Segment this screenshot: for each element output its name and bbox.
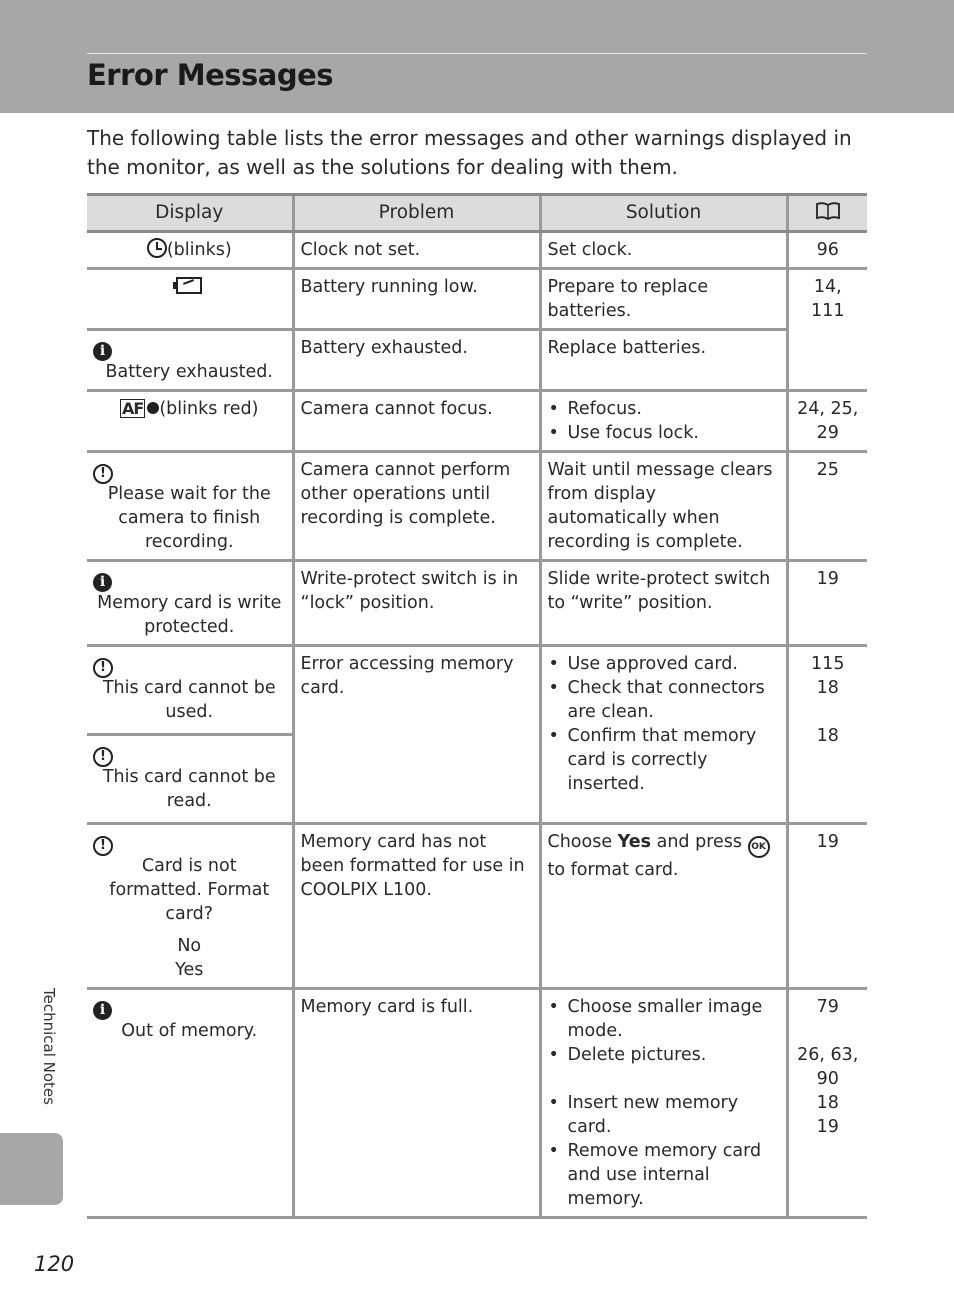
- warning-icon: !: [93, 464, 113, 484]
- table-row: [87, 330, 867, 391]
- table-row: [87, 561, 867, 646]
- display-cell: [87, 232, 293, 269]
- solution-cell: [540, 646, 787, 824]
- page-title: Error Messages: [87, 58, 334, 92]
- table-header-row: [87, 195, 867, 232]
- display-text: This card cannot be used.: [102, 678, 276, 722]
- header-problem: Problem: [293, 195, 540, 232]
- display-cell: [87, 989, 293, 1218]
- display-cell: [87, 561, 293, 646]
- warning-icon: !: [93, 658, 113, 678]
- display-text: Out of memory.: [121, 1021, 258, 1041]
- display-text: Battery exhausted.: [105, 362, 273, 382]
- display-text: Please wait for the camera to finish recording.: [107, 484, 271, 552]
- problem-cell: Camera cannot focus.: [293, 391, 540, 452]
- title-banner: [0, 0, 954, 113]
- info-icon: i: [93, 573, 112, 592]
- ok-button-icon: OK: [748, 836, 770, 858]
- list-item: • Choose smaller image mode.: [548, 995, 780, 1043]
- reference-cell: 19: [787, 824, 867, 989]
- battery-low-icon: [176, 277, 202, 294]
- page-number: 120: [34, 1252, 75, 1276]
- warning-icon: !: [93, 836, 113, 856]
- list-item: • Check that connectors are clean.: [548, 676, 780, 724]
- solution-cell: [540, 391, 787, 452]
- banner-rule: [87, 53, 867, 54]
- problem-cell: Memory card has not been formatted for use in COOLPIX L100.: [293, 824, 540, 989]
- display-cell: [87, 391, 293, 452]
- section-side-label: Technical Notes: [40, 988, 58, 1105]
- book-icon: [815, 201, 841, 221]
- problem-cell: Camera cannot perform other operations until recording is complete.: [293, 452, 540, 561]
- reference-cell: 19: [787, 561, 867, 646]
- header-reference: [787, 195, 867, 232]
- display-text: Card is not formatted. Format card?: [109, 856, 270, 924]
- list-item: • Use approved card.: [548, 652, 780, 676]
- option-no: No: [177, 936, 202, 956]
- yes-label: Yes: [617, 832, 652, 852]
- list-item: • Remove memory card and use internal memory.: [548, 1139, 780, 1211]
- list-item: • Refocus.: [548, 397, 780, 421]
- section-tab: [0, 1133, 63, 1205]
- clock-icon: [147, 238, 167, 258]
- solution-cell: Prepare to replace batteries.: [540, 269, 787, 330]
- table-row: [87, 452, 867, 561]
- solution-cell: Choose Yes and press OK to format card.: [540, 824, 787, 989]
- solution-cell: Slide write-protect switch to “write” position.: [540, 561, 787, 646]
- reference-cell: 25: [787, 452, 867, 561]
- solution-cell: Wait until message clears from display automatically when recording is complete.: [540, 452, 787, 561]
- table-row: [87, 989, 867, 1218]
- display-text: Memory card is write protected.: [97, 593, 282, 637]
- display-text: (blinks red): [159, 399, 259, 419]
- problem-cell: Error accessing memory card.: [293, 646, 540, 824]
- table-row: [87, 232, 867, 269]
- solution-cell: Set clock.: [540, 232, 787, 269]
- table-row: [87, 391, 867, 452]
- error-messages-table: [87, 193, 867, 1219]
- header-solution: Solution: [540, 195, 787, 232]
- problem-cell: Battery running low.: [293, 269, 540, 330]
- info-icon: i: [93, 1001, 112, 1020]
- af-icon: AF: [122, 399, 144, 418]
- display-text: This card cannot be read.: [102, 767, 276, 811]
- table-row: [87, 269, 867, 330]
- display-cell: [87, 330, 293, 391]
- problem-cell: Write-protect switch is in “lock” position.: [293, 561, 540, 646]
- solution-cell: Replace batteries.: [540, 330, 787, 391]
- option-yes: Yes: [175, 960, 204, 980]
- display-cell: [87, 824, 293, 989]
- header-display: Display: [87, 195, 293, 232]
- solution-cell: [540, 989, 787, 1218]
- intro-paragraph: The following table lists the error messages and other warnings displayed in the monitor, as well as the solutions for dealing with them.: [87, 126, 852, 179]
- display-cell: [87, 269, 293, 330]
- reference-cell: 96: [787, 232, 867, 269]
- display-text: (blinks): [166, 240, 232, 260]
- display-cell: [87, 735, 293, 824]
- reference-cell: 115 18 18: [787, 646, 867, 824]
- problem-cell: Battery exhausted.: [293, 330, 540, 391]
- table-row: [87, 824, 867, 989]
- reference-cell: 79 26, 63, 90 18 19: [787, 989, 867, 1218]
- display-cell: [87, 452, 293, 561]
- display-cell: [87, 646, 293, 735]
- focus-dot-icon: [147, 402, 159, 414]
- list-item: • Confirm that memory card is correctly inserted.: [548, 724, 780, 796]
- list-item: • Use focus lock.: [548, 421, 780, 445]
- table-row: [87, 646, 867, 735]
- reference-cell: 14, 111: [787, 269, 867, 391]
- warning-icon: !: [93, 747, 113, 767]
- reference-cell: 24, 25, 29: [787, 391, 867, 452]
- problem-cell: Memory card is full.: [293, 989, 540, 1218]
- info-icon: i: [93, 342, 112, 361]
- list-item: • Insert new memory card.: [548, 1091, 780, 1139]
- list-item: • Delete pictures.: [548, 1043, 780, 1067]
- problem-cell: Clock not set.: [293, 232, 540, 269]
